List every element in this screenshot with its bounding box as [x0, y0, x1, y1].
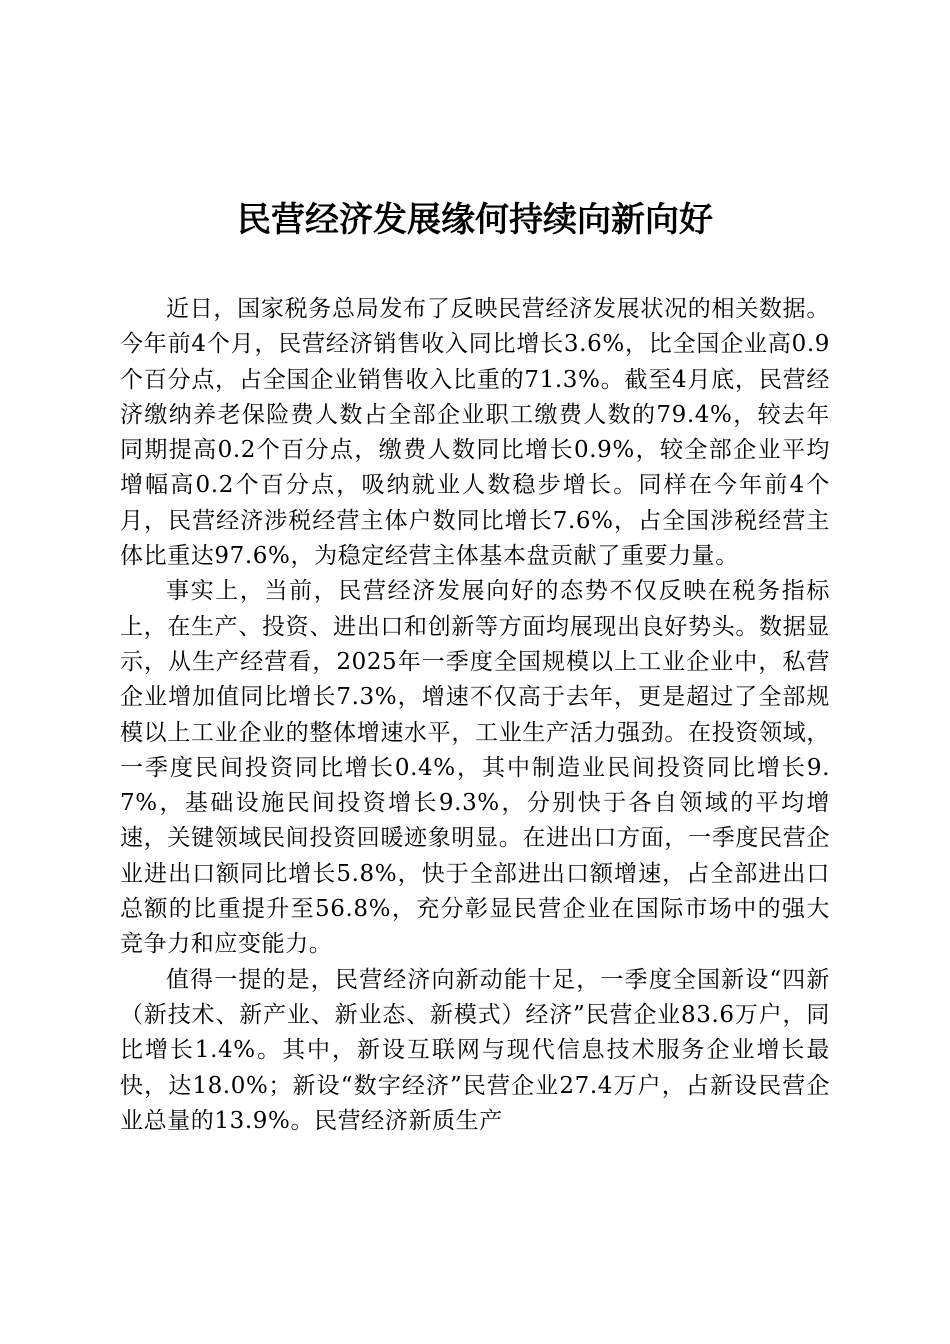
paragraph-2: 事实上，当前，民营经济发展向好的态势不仅反映在税务指标上，在生产、投资、进出口和创新等方面均展现出良好势头。数据显示，从生产经营看，2025年一季度全国规模以上工业企业中，私营企业增加值同比增长7.3%，增速不仅高于去年，更是超过了全部规模以上工业企业的整体增速水平，工业生产活力强劲。在投资领域，一季度民间投资同比增长0.4%，其中制造业民间投资同比增长9.7%，基础设施民间投资增长9.3%，分别快于各自领域的平均增速，关键领域民间投资回暖迹象明显。在进出口方面，一季度民营企业进出口额同比增长5.8%，快于全部进出口额增速，占全部进出口总额的比重提升至56.8%，充分彰显民营企业在国际市场中的强大竞争力和应变能力。 — [120, 578, 830, 958]
paragraph-1: 近日，国家税务总局发布了反映民营经济发展状况的相关数据。今年前4个月，民营经济销售收入同比增长3.6%，比全国企业高0.9个百分点，占全国企业销售收入比重的71.3%。截至4月底，民营经济缴纳养老保险费人数占全部企业职工缴费人数的79.4%，较去年同期提高0.2个百分点，缴费人数同比增长0.9%，较全部企业平均增幅高0.2个百分点，吸纳就业人数稳步增长。同样在今年前4个月，民营经济涉税经营主体户数同比增长7.6%，占全国涉税经营主体比重达97.6%，为稳定经营主体基本盘贡献了重要力量。 — [120, 296, 830, 570]
article-body — [120, 292, 830, 1139]
article-title: 民营经济发展缘何持续向新向好 — [237, 200, 713, 240]
paragraph-3: 值得一提的是，民营经济向新动能十足，一季度全国新设“四新（新技术、新产业、新业态、新模式）经济”民营企业83.6万户，同比增长1.4%。其中，新设互联网与现代信息技术服务企业增长最快，达18.0%；新设“数字经济”民营企业27.4万户，占新设民营企业总量的13.9%。民营经济新质生产 — [120, 966, 830, 1134]
